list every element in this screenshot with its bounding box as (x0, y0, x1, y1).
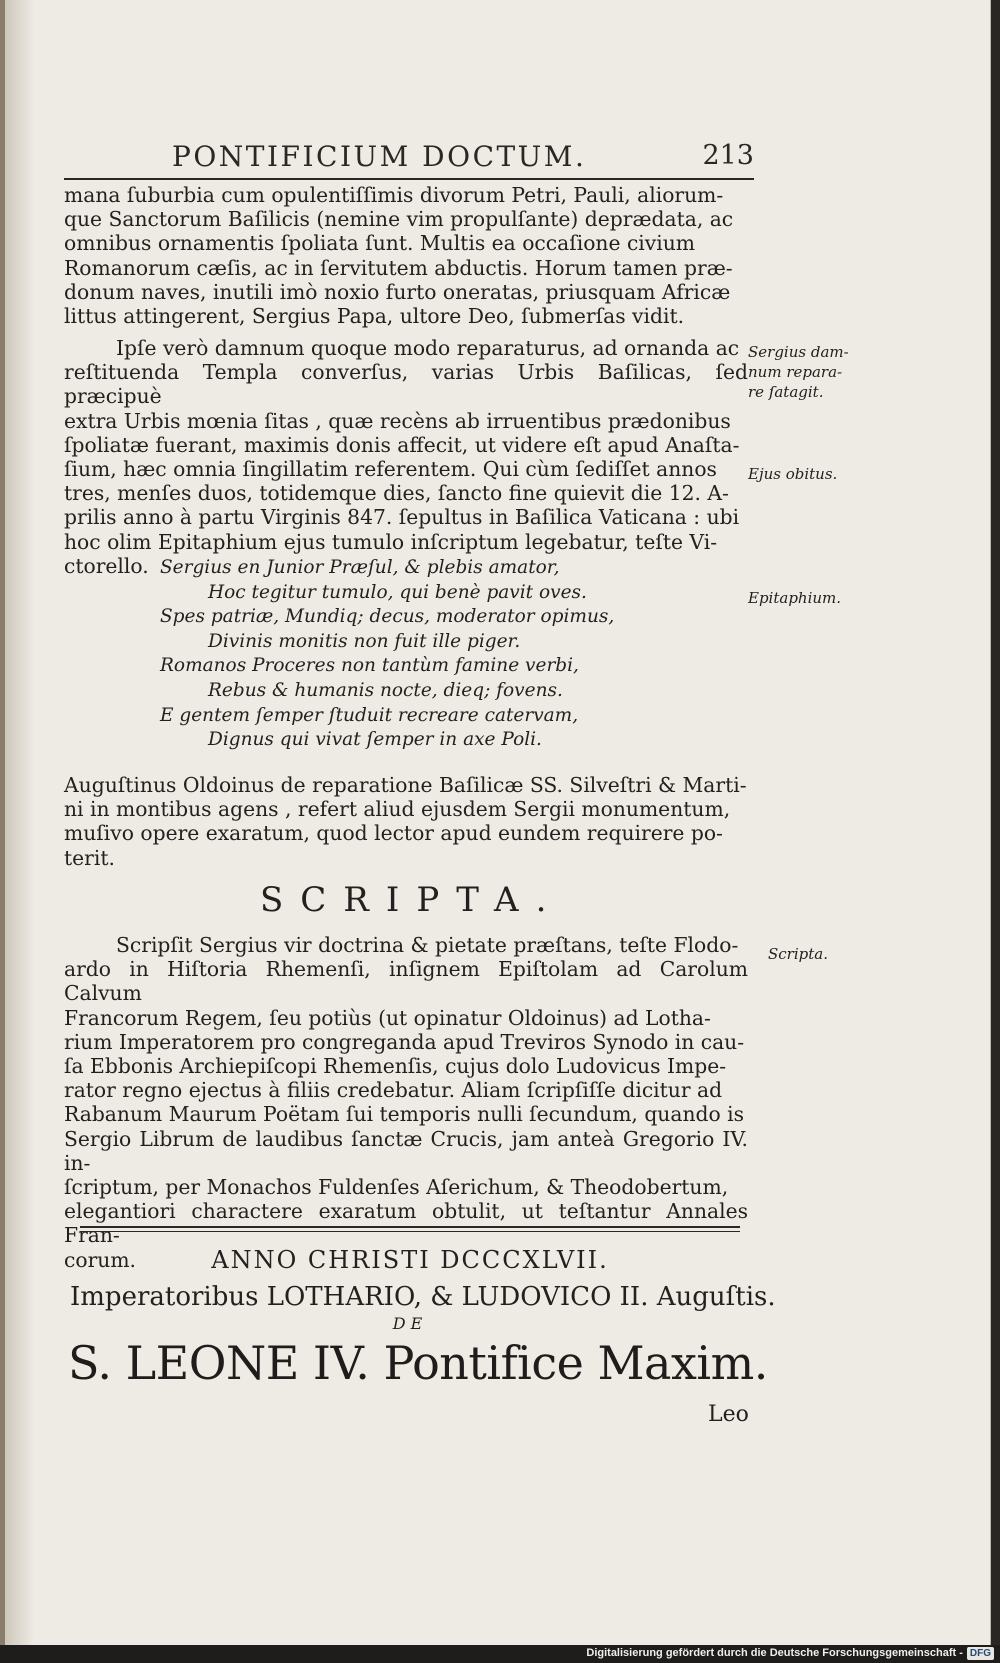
text-line: omnibus ornamentis ſpoliata ſunt. Multis ea occaſione civium (64, 231, 696, 256)
verse-line: Romanos Proceres non tantùm famine verbi, (160, 655, 579, 677)
digitization-footer (0, 1645, 1000, 1663)
header-rule (64, 178, 754, 180)
margin-line: re ſatagit. (748, 383, 824, 401)
paragraph-continuation (64, 183, 748, 328)
text-line: ſpoliatæ fuerant, maximis donis affecit, ut videre eſt apud Anaſta- (64, 432, 740, 457)
verse-line: Sergius en Junior Præſul, & plebis amator, (160, 557, 560, 578)
margin-line: Sergius dam- (748, 343, 849, 361)
verse-line: Dignus qui vivat ſemper in axe Poli. (208, 729, 542, 751)
verse-line: E gentem ſemper ſtuduit recreare catervam, (160, 704, 579, 726)
text-line: donum naves, inutili imò noxio furto oneratas, priusquam Africæ (64, 279, 731, 304)
emperors-line: Imperatoribus LOTHARIO, & LUDOVICO II. Auguſtis. (70, 1282, 776, 1312)
text-line: reſtituenda Templa converſus, varias Urbis Baſilicas, ſed præcipuè (64, 360, 748, 409)
paragraph-restoration (64, 336, 748, 578)
text-line: tres, menſes duos, totidemque dies, ſancto fine quievit die 12. A- (64, 481, 729, 506)
catchword: Leo (708, 1402, 749, 1427)
running-title: PONTIFICIUM DOCTUM. (172, 140, 587, 173)
dfg-logo-icon: DFG (967, 1647, 994, 1660)
paragraph-oldoinus (64, 773, 748, 870)
margin-note-epitaphium: Epitaphium. (748, 589, 842, 607)
text-line: rator regno ejectus à filiis credebatur. Aliam ſcripſiſſe dicitur ad (64, 1078, 723, 1103)
text-line: terit. (64, 845, 115, 870)
text-line: Ipſe verò damnum quoque modo reparaturus, ad ornanda ac (116, 336, 740, 360)
text-line: mana ſuburbia cum opulentiſſimis divorum Petri, Pauli, aliorum- (64, 183, 724, 207)
text-line: muſivo opere exaratum, quod lector apud eundem requirere po- (64, 821, 723, 846)
text-line: rium Imperatorem pro congreganda apud Treviros Synodo in cau- (64, 1029, 745, 1054)
margin-line: num repara- (748, 363, 843, 381)
text-line: ardo in Hiſtoria Rhemenſi, inſignem Epiſtolam ad Carolum Calvum (64, 957, 748, 1006)
footer-credit-text: Digitalisierung gefördert durch die Deutsche Forschungsgemeinschaft - (586, 1647, 963, 1659)
epitaph-verse (160, 556, 615, 753)
footer-credit (586, 1647, 994, 1660)
text-line: ni in montibus agens , refert aliud ejusdem Sergii monumentum, (64, 797, 731, 822)
text-line: Scripſit Sergius vir doctrina & pietate præſtans, teſte Flodo- (116, 933, 739, 957)
verse-line: Rebus & humanis nocte, dieq; fovens. (208, 679, 563, 701)
section-heading: SCRIPTA. (260, 880, 564, 920)
text-line: extra Urbis mœnia ſitas , quæ recèns ab irruentibus prædonibus (64, 408, 731, 433)
text-line: Rabanum Maurum Poëtam ſui temporis nulli ſecundum, quando is (64, 1102, 745, 1127)
margin-note-obitus: Ejus obitus. (748, 465, 838, 483)
text-line: Francorum Regem, ſeu potiùs (ut opinatur Oldoinus) ad Lotha- (64, 1005, 711, 1030)
page-gutter (0, 0, 5, 1645)
year-heading: ANNO CHRISTI DCCCXLVII. (211, 1246, 609, 1274)
text-line: que Sanctorum Baſilicis (nemine vim propulſante) deprædata, ac (64, 207, 734, 232)
text-line: ſium, hæc omnia ſingillatim referentem. Qui cùm ſediſſet annos (64, 457, 717, 482)
verse-line: Divinis monitis non fuit ille piger. (208, 630, 521, 652)
text-line: Auguſtinus Oldoinus de reparatione Baſilicæ SS. Silveſtri & Marti- (64, 773, 747, 797)
de-line: DE (392, 1314, 428, 1333)
page-number: 213 (702, 140, 754, 171)
section-divider (80, 1226, 740, 1228)
paragraph-scripta (64, 933, 748, 1272)
text-line: littus attingerent, Sergius Papa, ultore Deo, ſubmerſas vidit. (64, 304, 685, 329)
verse-line: Spes patriæ, Mundiq; decus, moderator opimus, (160, 606, 615, 628)
verse-line: Hoc tegitur tumulo, qui benè pavit oves. (208, 581, 587, 603)
margin-note-reparatio (748, 342, 858, 402)
text-line: Romanorum cæſis, ac in ſervitutem abductis. Horum tamen præ- (64, 255, 733, 280)
running-header (64, 140, 754, 176)
text-line: hoc olim Epitaphium ejus tumulo inſcriptum legebatur, teſte Vi- (64, 529, 718, 554)
text-line: prilis anno à partu Virginis 847. ſepultus in Baſilica Vaticana : ubi (64, 505, 740, 530)
text-line: ctorello. (64, 553, 149, 578)
text-line: ſa Ebbonis Archiepiſcopi Rhemenſis, cujus dolo Ludovicus Impe- (64, 1054, 727, 1079)
text-line: elegantiori charactere exaratum obtulit, ut teſtantur Annales Fran- (64, 1199, 748, 1248)
text-line: corum. (64, 1247, 137, 1272)
text-line: ſcriptum, per Monachos Fuldenſes Aſerichum, & Theodobertum, (64, 1175, 729, 1200)
text-line: Sergio Librum de laudibus ſanctæ Crucis, jam anteà Gregorio IV. in- (64, 1126, 748, 1175)
pope-heading: S. LEONE IV. Pontifice Maxim. (68, 1336, 768, 1390)
margin-note-scripta: Scripta. (768, 945, 828, 963)
